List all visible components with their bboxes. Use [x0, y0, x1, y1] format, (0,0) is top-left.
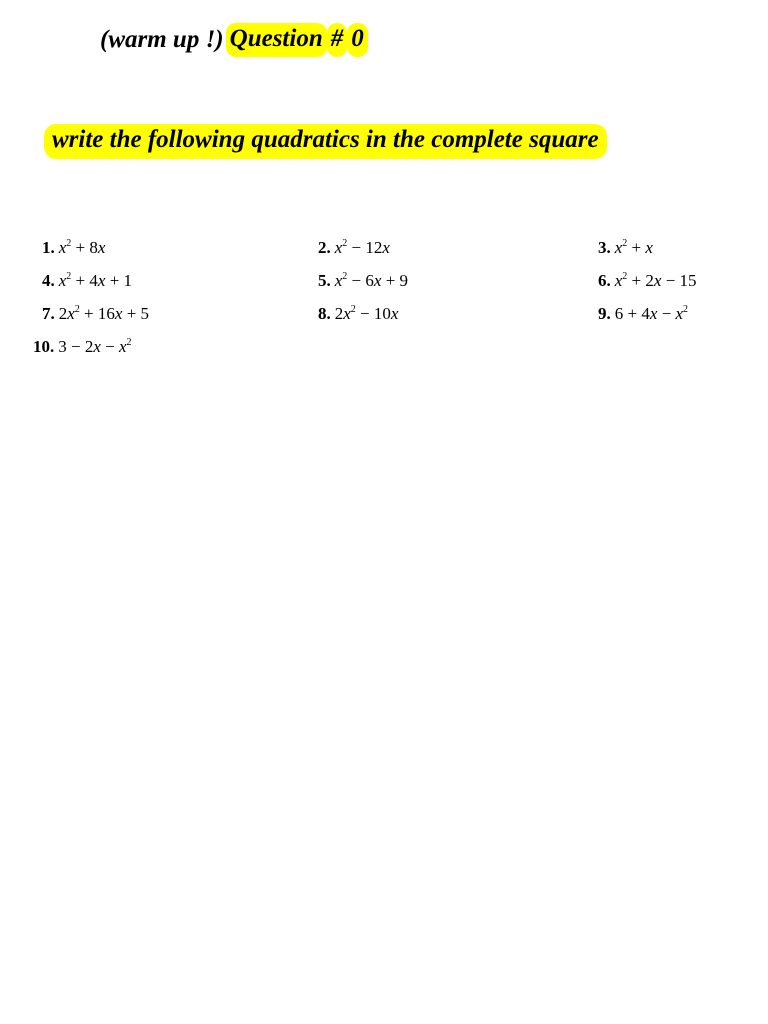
- problem-expression: $3 - 2x - x^2$: [58, 337, 132, 356]
- problem-item: [33, 337, 132, 357]
- problem-number: 8.: [318, 304, 331, 323]
- heading-line: [100, 22, 368, 58]
- problem-number: 1.: [42, 238, 55, 257]
- problem-item: [42, 304, 149, 324]
- problem-number: 6.: [598, 271, 611, 290]
- problem-expression: $x^2 + 8x$: [58, 238, 106, 257]
- problem-item: [42, 271, 132, 291]
- problem-number: 2.: [318, 238, 331, 257]
- problem-item: [598, 271, 697, 291]
- problem-item: [318, 238, 390, 258]
- problem-expression: $2x^2 - 10x$: [334, 304, 399, 323]
- instruction-text: write the following quadratics in the complete square: [44, 124, 607, 159]
- question-number: 0: [347, 23, 368, 57]
- warm-up-label: (warm up !): [100, 26, 224, 53]
- problem-expression: $x^2 - 6x + 9$: [334, 271, 409, 290]
- problem-expression: $x^2 + 4x + 1$: [58, 271, 133, 290]
- problem-expression: $6 + 4x - x^2$: [614, 304, 689, 323]
- problem-item: [598, 238, 653, 258]
- question-word: Question: [226, 23, 327, 57]
- problem-number: 7.: [42, 304, 55, 323]
- problem-number: 4.: [42, 271, 55, 290]
- problem-expression: $2x^2 + 16x + 5$: [58, 304, 150, 323]
- problem-item: [42, 238, 105, 258]
- problem-item: [598, 304, 688, 324]
- problem-number: 5.: [318, 271, 331, 290]
- question-hash: #: [327, 23, 348, 57]
- problem-expression: $x^2 - 12x$: [334, 238, 390, 257]
- problem-expression: $x^2 + 2x - 15$: [614, 271, 697, 290]
- problem-item: [318, 304, 398, 324]
- problem-expression: $x^2 + x$: [614, 238, 653, 257]
- problem-item: [318, 271, 408, 291]
- problem-number: 3.: [598, 238, 611, 257]
- problem-number: 10.: [33, 337, 55, 356]
- problem-number: 9.: [598, 304, 611, 323]
